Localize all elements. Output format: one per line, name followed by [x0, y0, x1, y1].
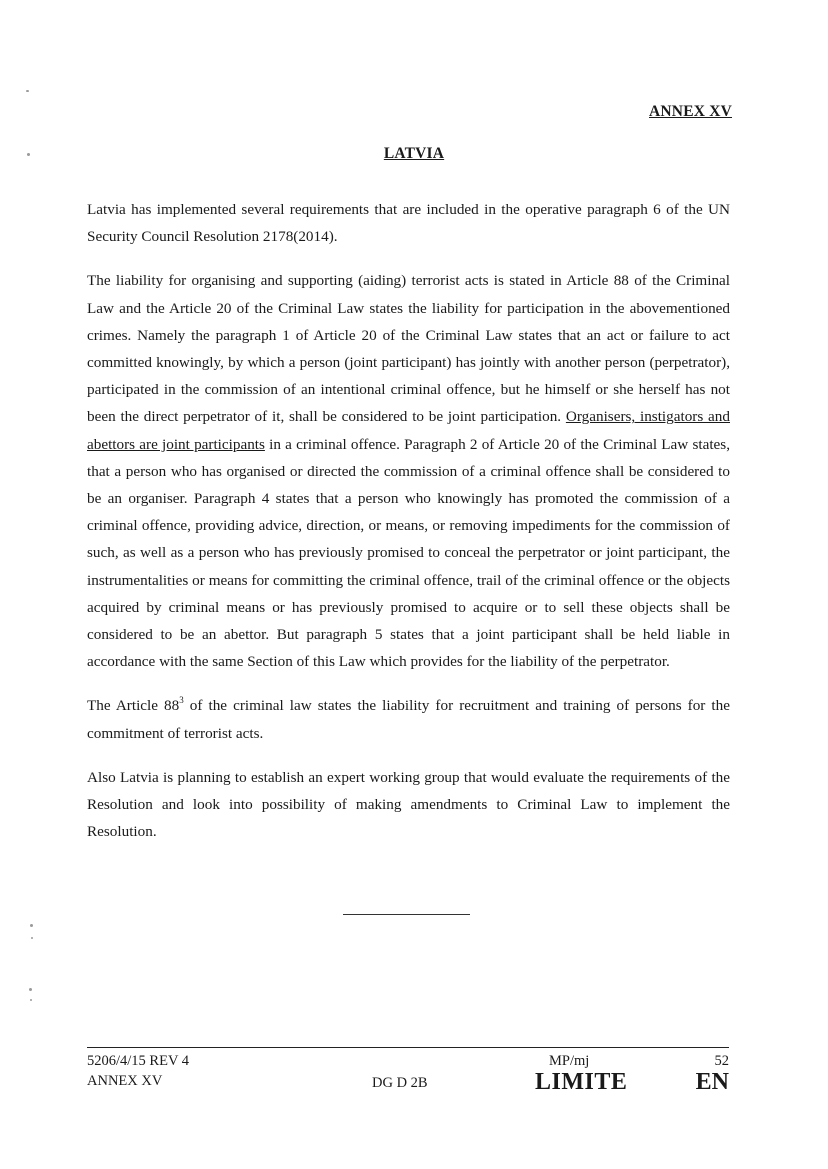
paragraph-2-part-b: in a criminal offence. Paragraph 2 of Article 20 of the Criminal Law states, that a person who has organised or directed the commission of a criminal offence shall be considered to be an organiser. Paragraph 4 states that a person who knowingly has promoted the commission of a criminal offence, providing advice, direction, or means, or removing impediments for the commission of such, as well as a person who has previously promised to conceal the perpetrator or joint participant, the instrumentalities or means for committing the criminal offence, trail of the criminal offence or the objects acquired by criminal means or has previously promised to acquire or to sell these objects shall be considered to be an abettor. But paragraph 5 states that a joint participant shall be held liable in accordance with the same Section of this Law which provides for the liability of the perpetrator. — [87, 435, 730, 671]
scan-speck — [26, 90, 29, 92]
scan-speck — [30, 924, 33, 927]
paragraph-2 — [87, 267, 730, 675]
scan-speck — [27, 153, 30, 156]
scan-speck — [30, 999, 32, 1001]
scan-speck — [31, 937, 33, 939]
footer-annex: ANNEX XV — [87, 1073, 163, 1089]
paragraph-3-part-a: The Article 88 — [87, 697, 180, 715]
paragraph-2-part-a: The liability for organising and supporting (aiding) terrorist acts is stated in Article 88 of the Criminal Law and the Article 20 of the Criminal Law states the liability for participation in the abovementioned crimes. Namely the paragraph 1 of Article 20 of the Criminal Law states that an act or failure to act committed knowingly, by which a person (joint participant) has jointly with another person (perpetrator), participated in the commission of an intentional criminal offence, but he himself or she herself has not been the direct perpetrator of it, shall be considered to be joint participation. — [87, 272, 730, 426]
document-body — [87, 196, 730, 862]
footer-classification: LIMITE — [535, 1069, 628, 1095]
footer-page-number: 52 — [714, 1053, 729, 1069]
annex-heading: ANNEX XV — [649, 103, 732, 120]
footer-language: EN — [695, 1069, 729, 1095]
paragraph-3-superscript: 3 — [179, 695, 184, 706]
scan-speck — [29, 988, 32, 991]
footer-author: MP/mj — [549, 1053, 590, 1069]
paragraph-4: Also Latvia is planning to establish an expert working group that would evaluate the requirements of the Resolution and look into possibility of making amendments to Criminal Law to implement the Resolution. — [87, 768, 730, 841]
end-of-text-rule — [343, 914, 470, 915]
footer-rule — [87, 1047, 729, 1048]
footer-doc-ref: 5206/4/15 REV 4 — [87, 1053, 190, 1069]
paragraph-3-part-b: of the criminal law states the liability for recruitment and training of persons for the commitment of terrorist acts. — [87, 697, 730, 742]
country-title: LATVIA — [383, 145, 445, 162]
footer-dg: DG D 2B — [372, 1075, 428, 1091]
paragraph-2-underlined: Organisers, instigators and abettors are joint participants — [87, 408, 730, 453]
paragraph-3 — [87, 692, 730, 746]
paragraph-1: Latvia has implemented several requirements that are included in the operative paragraph 6 of the UN Security Council Resolution 2178(2014). — [87, 201, 730, 246]
